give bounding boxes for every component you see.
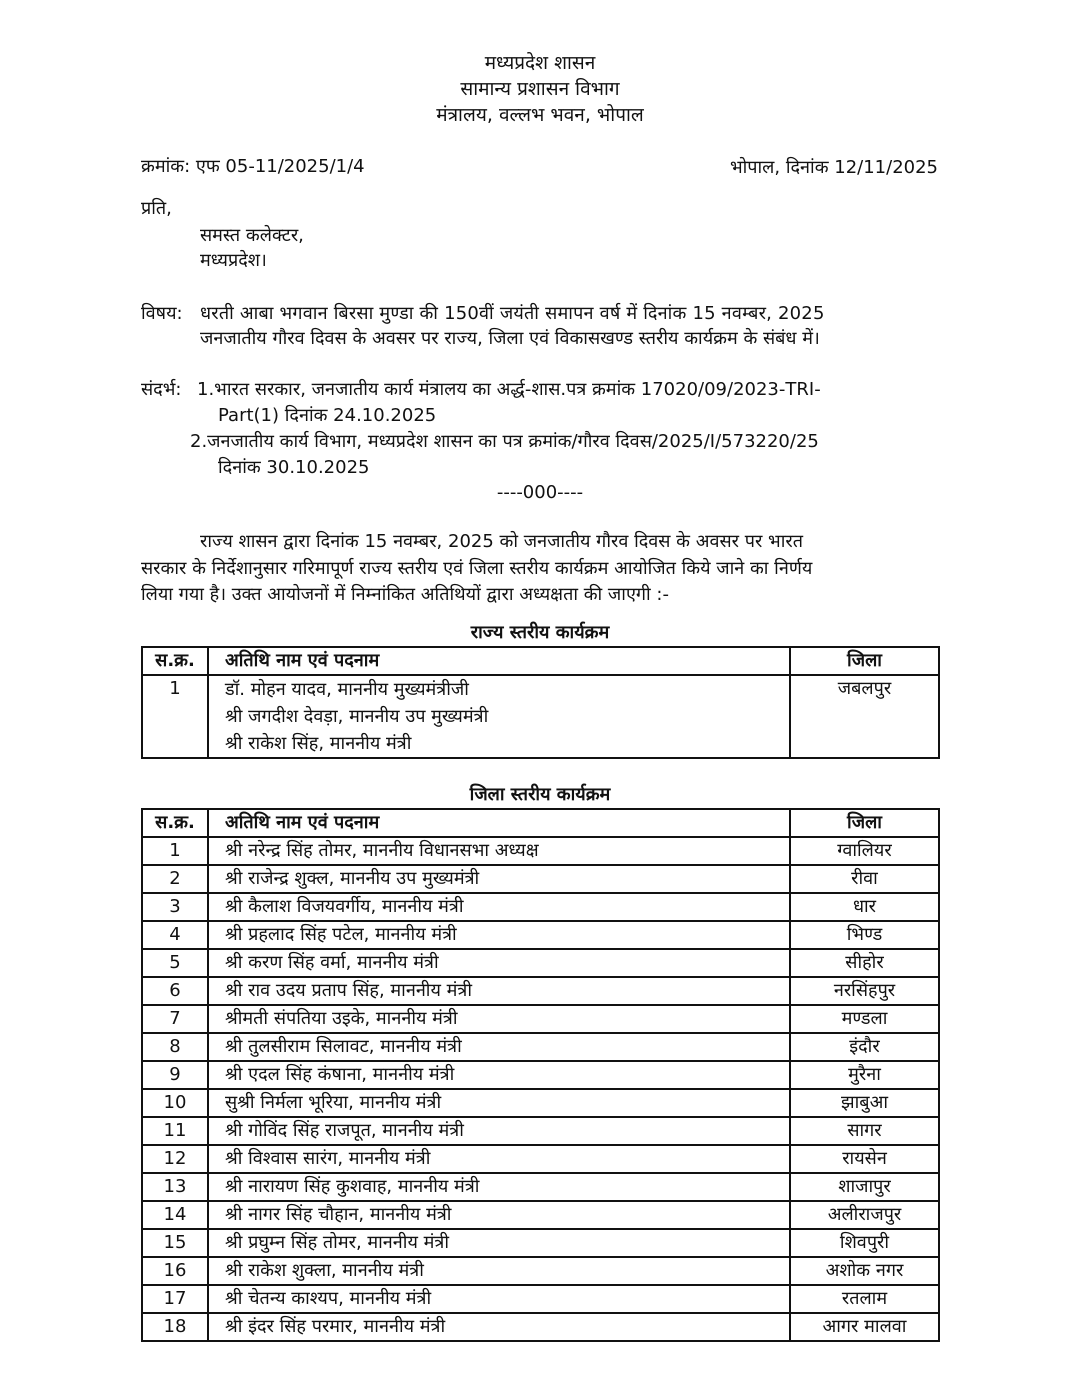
guest-name: डॉ. मोहन यादव, माननीय मुख्यमंत्रीजी (225, 679, 469, 700)
table-row (142, 675, 939, 758)
district-table-title: जिला स्तरीय कार्यक्रम (469, 784, 611, 805)
table-row (142, 1005, 939, 1033)
guest-cell: श्री गोविंद सिंह राजपूत, माननीय मंत्री (208, 1117, 790, 1145)
reference-2-line-2: दिनांक 30.10.2025 (218, 457, 370, 478)
subject-line-2: जनजातीय गौरव दिवस के अवसर पर राज्य, जिला एवं विकासखण्ड स्तरीय कार्यक्रम के संबंध में। (200, 328, 820, 349)
sno-cell: 7 (142, 1005, 208, 1033)
separator: ----000---- (496, 482, 584, 503)
sno-cell: 11 (142, 1117, 208, 1145)
district-cell: शिवपुरी (790, 1229, 939, 1257)
guest-cell: श्री करण सिंह वर्मा, माननीय मंत्री (208, 949, 790, 977)
guest-cell: श्री एदल सिंह कंषाना, माननीय मंत्री (208, 1061, 790, 1089)
col-sno: स.क्र. (142, 809, 208, 837)
guest-cell: श्री राकेश शुक्ला, माननीय मंत्री (208, 1257, 790, 1285)
district-cell: ग्वालियर (790, 837, 939, 865)
table-row (142, 1061, 939, 1089)
guest-cell: सुश्री निर्मला भूरिया, माननीय मंत्री (208, 1089, 790, 1117)
sno-cell: 9 (142, 1061, 208, 1089)
sno-cell: 5 (142, 949, 208, 977)
sno-cell: 2 (142, 865, 208, 893)
table-row (142, 1117, 939, 1145)
sno-cell: 1 (142, 675, 208, 758)
table-row (142, 921, 939, 949)
guest-cell: श्री चेतन्य काश्यप, माननीय मंत्री (208, 1285, 790, 1313)
sno-cell: 12 (142, 1145, 208, 1173)
state-table-title: राज्य स्तरीय कार्यक्रम (470, 622, 610, 643)
sno-cell: 13 (142, 1173, 208, 1201)
reference-1-line-2: Part(1) दिनांक 24.10.2025 (218, 405, 437, 426)
table-row (142, 977, 939, 1005)
col-guest: अतिथि नाम एवं पदनाम (208, 647, 790, 675)
col-sno: स.क्र. (142, 647, 208, 675)
addressee: समस्त कलेक्टर, (200, 225, 304, 246)
district-cell: जबलपुर (790, 675, 939, 758)
guest-cell (208, 675, 790, 758)
reference-2-line-1: 2.जनजातीय कार्य विभाग, मध्यप्रदेश शासन का पत्र क्रमांक/गौरव दिवस/2025/I/573220/25 (190, 431, 819, 452)
district-cell: रीवा (790, 865, 939, 893)
table-row (142, 1145, 939, 1173)
district-cell: मण्डला (790, 1005, 939, 1033)
table-row (142, 865, 939, 893)
guest-cell: श्री कैलाश विजयवर्गीय, माननीय मंत्री (208, 893, 790, 921)
guest-cell: श्री प्रहलाद सिंह पटेल, माननीय मंत्री (208, 921, 790, 949)
state-level-table (141, 646, 940, 759)
district-cell: अशोक नगर (790, 1257, 939, 1285)
district-cell: अलीराजपुर (790, 1201, 939, 1229)
addressee-state: मध्यप्रदेश। (200, 250, 267, 271)
sno-cell: 6 (142, 977, 208, 1005)
guest-name: श्री जगदीश देवड़ा, माननीय उप मुख्यमंत्री (225, 706, 489, 727)
table-row (142, 1033, 939, 1061)
table-row (142, 1257, 939, 1285)
body-line-1: राज्य शासन द्वारा दिनांक 15 नवम्बर, 2025 को जनजातीय गौरव दिवस के अवसर पर भारत (200, 531, 803, 552)
sno-cell: 8 (142, 1033, 208, 1061)
district-cell: सीहोर (790, 949, 939, 977)
header-department: सामान्य प्रशासन विभाग (460, 78, 620, 100)
body-line-2: सरकार के निर्देशानुसार गरिमापूर्ण राज्य स्तरीय एवं जिला स्तरीय कार्यक्रम आयोजित किये जाने का निर्णय (141, 558, 813, 579)
reference-1-line-1: 1.भारत सरकार, जनजातीय कार्य मंत्रालय का अर्द्ध-शास.पत्र क्रमांक 17020/09/2023-TRI- (197, 379, 821, 400)
table-row (142, 1313, 939, 1341)
table-header-row (142, 809, 939, 837)
sno-cell: 15 (142, 1229, 208, 1257)
sno-cell: 16 (142, 1257, 208, 1285)
district-cell: भिण्ड (790, 921, 939, 949)
col-guest: अतिथि नाम एवं पदनाम (208, 809, 790, 837)
sno-cell: 1 (142, 837, 208, 865)
sno-cell: 10 (142, 1089, 208, 1117)
sno-cell: 4 (142, 921, 208, 949)
district-cell: रायसेन (790, 1145, 939, 1173)
guest-cell: श्री नरेन्द्र सिंह तोमर, माननीय विधानसभा अध्यक्ष (208, 837, 790, 865)
to-prefix: प्रति, (141, 198, 172, 219)
header-address: मंत्रालय, वल्लभ भवन, भोपाल (436, 104, 644, 126)
district-level-table (141, 808, 940, 1342)
guest-cell: श्री तुलसीराम सिलावट, माननीय मंत्री (208, 1033, 790, 1061)
reference-number: क्रमांक: एफ 05-11/2025/1/4 (141, 156, 365, 177)
guest-cell: श्री राजेन्द्र शुक्ल, माननीय उप मुख्यमंत्री (208, 865, 790, 893)
table-row (142, 1229, 939, 1257)
guest-cell: श्री इंदर सिंह परमार, माननीय मंत्री (208, 1313, 790, 1341)
district-cell: मुरैना (790, 1061, 939, 1089)
guest-cell: श्री प्रघुम्न सिंह तोमर, माननीय मंत्री (208, 1229, 790, 1257)
guest-cell: श्रीमती संपतिया उइके, माननीय मंत्री (208, 1005, 790, 1033)
sno-cell: 14 (142, 1201, 208, 1229)
district-cell: नरसिंहपुर (790, 977, 939, 1005)
subject-line-1: धरती आबा भगवान बिरसा मुण्डा की 150वीं जयंती समापन वर्ष में दिनांक 15 नवम्बर, 2025 (200, 303, 825, 324)
district-cell: झाबुआ (790, 1089, 939, 1117)
table-row (142, 1201, 939, 1229)
guest-cell: श्री नारायण सिंह कुशवाह, माननीय मंत्री (208, 1173, 790, 1201)
district-cell: शाजापुर (790, 1173, 939, 1201)
col-district: जिला (790, 647, 939, 675)
guest-cell: श्री राव उदय प्रताप सिंह, माननीय मंत्री (208, 977, 790, 1005)
table-row (142, 1173, 939, 1201)
sno-cell: 17 (142, 1285, 208, 1313)
district-cell: आगर मालवा (790, 1313, 939, 1341)
table-row (142, 893, 939, 921)
header-govt: मध्यप्रदेश शासन (484, 52, 596, 74)
district-cell: धार (790, 893, 939, 921)
guest-cell: श्री नागर सिंह चौहान, माननीय मंत्री (208, 1201, 790, 1229)
district-cell: रतलाम (790, 1285, 939, 1313)
body-line-3: लिया गया है। उक्त आयोजनों में निम्नांकित अतिथियों द्वारा अध्यक्षता की जाएगी :- (141, 584, 669, 605)
sno-cell: 3 (142, 893, 208, 921)
table-row (142, 837, 939, 865)
subject-label: विषय: (141, 303, 183, 324)
place-date: भोपाल, दिनांक 12/11/2025 (729, 157, 938, 178)
table-row (142, 1285, 939, 1313)
table-row (142, 949, 939, 977)
district-cell: इंदौर (790, 1033, 939, 1061)
guest-cell: श्री विश्वास सारंग, माननीय मंत्री (208, 1145, 790, 1173)
col-district: जिला (790, 809, 939, 837)
table-row (142, 1089, 939, 1117)
table-header-row (142, 647, 939, 675)
district-cell: सागर (790, 1117, 939, 1145)
guest-name: श्री राकेश सिंह, माननीय मंत्री (225, 733, 412, 754)
references-label: संदर्भ: (141, 379, 182, 400)
sno-cell: 18 (142, 1313, 208, 1341)
